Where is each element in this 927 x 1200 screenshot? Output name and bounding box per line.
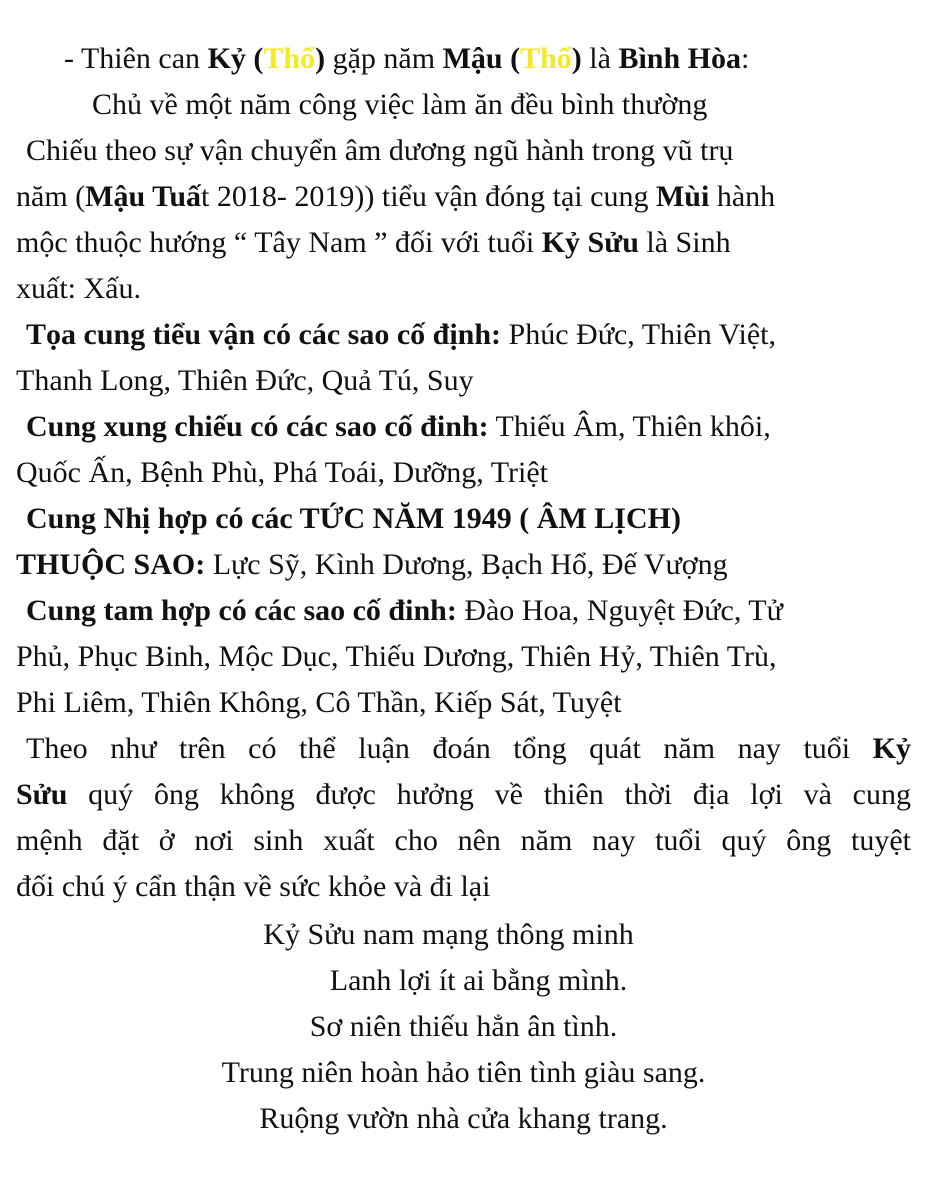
intro-text: Thiên can bbox=[80, 42, 208, 75]
poem-line: Sơ niên thiếu hẳn ân tình. bbox=[309, 1010, 618, 1043]
paren: ( bbox=[502, 42, 521, 75]
theo-line-1 bbox=[16, 726, 911, 772]
text: Theo như trên có thể luận đoán tổng quát năm nay tuổi bbox=[26, 732, 873, 765]
keyword-ky: Kỷ bbox=[872, 732, 911, 765]
xung-heading: Cung xung chiếu có các sao cố đinh: bbox=[26, 410, 489, 443]
chieu-line-4: xuất: Xấu. bbox=[16, 272, 141, 305]
thuoc-sao-heading: THUỘC SAO: bbox=[16, 548, 206, 581]
keyword-ky: Kỷ bbox=[207, 42, 246, 75]
nhi-line-1 bbox=[16, 496, 911, 542]
poem-line: Lanh lợi ít ai bằng mình. bbox=[329, 964, 628, 997]
text: hành bbox=[709, 180, 776, 213]
toa-line-1 bbox=[16, 312, 911, 358]
theo-line-2 bbox=[16, 772, 911, 818]
text: là Sinh bbox=[638, 226, 731, 259]
text: Lực Sỹ, Kình Dương, Bạch Hổ, Đế Vượng bbox=[205, 548, 728, 581]
text: Đào Hoa, Nguyệt Đức, Tử bbox=[456, 594, 783, 627]
poem-line: Trung niên hoàn hảo tiên tình giàu sang. bbox=[221, 1056, 706, 1089]
intro-line-2: Chủ về một năm công việc làm ăn đều bình thường bbox=[92, 88, 708, 121]
chieu-line-2 bbox=[16, 174, 911, 220]
intro-text: là bbox=[581, 42, 619, 75]
element-tho-2: Thổ bbox=[520, 42, 572, 75]
tam-heading: Cung tam hợp có các sao cố đinh: bbox=[26, 594, 457, 627]
poem bbox=[16, 912, 911, 1142]
paren: ) bbox=[571, 42, 582, 75]
nhi-heading: Cung Nhị hợp có các TỨC NĂM 1949 ( ÂM LỊCH) bbox=[26, 502, 681, 535]
text: quý ông không được hưởng về thiên thời địa lợi và cung bbox=[67, 778, 911, 811]
keyword-mui: Mùi bbox=[655, 180, 710, 213]
text: mộc thuộc hướng “ Tây Nam ” đối với tuổi bbox=[16, 226, 542, 259]
keyword-mau-tuat: Mậu Tuấ bbox=[85, 180, 202, 213]
nhi-line-2 bbox=[16, 542, 911, 588]
paren: ( bbox=[245, 42, 264, 75]
tam-line-1 bbox=[16, 588, 911, 634]
text: Phúc Đức, Thiên Việt, bbox=[501, 318, 777, 351]
poem-line: Kỷ Sửu nam mạng thông minh bbox=[263, 918, 634, 951]
theo-line-4: đối chú ý cẩn thận về sức khỏe và đi lại bbox=[16, 870, 491, 903]
toa-heading: Tọa cung tiểu vận có các sao cố định: bbox=[26, 318, 502, 351]
dash: - bbox=[64, 42, 81, 75]
chieu-line-3 bbox=[16, 220, 911, 266]
keyword-ky-suu: Kỷ Sửu bbox=[541, 226, 639, 259]
keyword-binh-hoa: Bình Hòa bbox=[618, 42, 741, 75]
intro-text: gặp năm bbox=[325, 42, 443, 75]
colon: : bbox=[741, 42, 750, 75]
xung-line-2: Quốc Ấn, Bệnh Phù, Phá Toái, Dưỡng, Triệt bbox=[16, 456, 548, 489]
keyword-mau: Mậu bbox=[442, 42, 503, 75]
text: Thiếu Âm, Thiên khôi, bbox=[488, 410, 771, 443]
text: năm ( bbox=[16, 180, 86, 213]
tam-line-3: Phi Liêm, Thiên Không, Cô Thần, Kiếp Sát, Tuyệt bbox=[16, 686, 622, 719]
element-tho-1: Thổ bbox=[263, 42, 316, 75]
intro-line-1 bbox=[16, 36, 911, 82]
paren: ) bbox=[315, 42, 326, 75]
keyword-suu: Sửu bbox=[16, 778, 68, 811]
chieu-line-1: Chiếu theo sự vận chuyển âm dương ngũ hành trong vũ trụ bbox=[26, 134, 734, 167]
tam-line-2: Phủ, Phục Binh, Mộc Dục, Thiếu Dương, Thiên Hỷ, Thiên Trù, bbox=[16, 640, 777, 673]
toa-line-2: Thanh Long, Thiên Đức, Quả Tú, Suy bbox=[16, 364, 474, 397]
xung-line-1 bbox=[16, 404, 911, 450]
poem-line: Ruộng vườn nhà cửa khang trang. bbox=[259, 1102, 668, 1135]
text: t 2018- 2019)) tiểu vận đóng tại cung bbox=[201, 180, 656, 213]
theo-line-3: mệnh đặt ở nơi sinh xuất cho nên năm nay tuổi quý ông tuyệt bbox=[16, 824, 911, 857]
